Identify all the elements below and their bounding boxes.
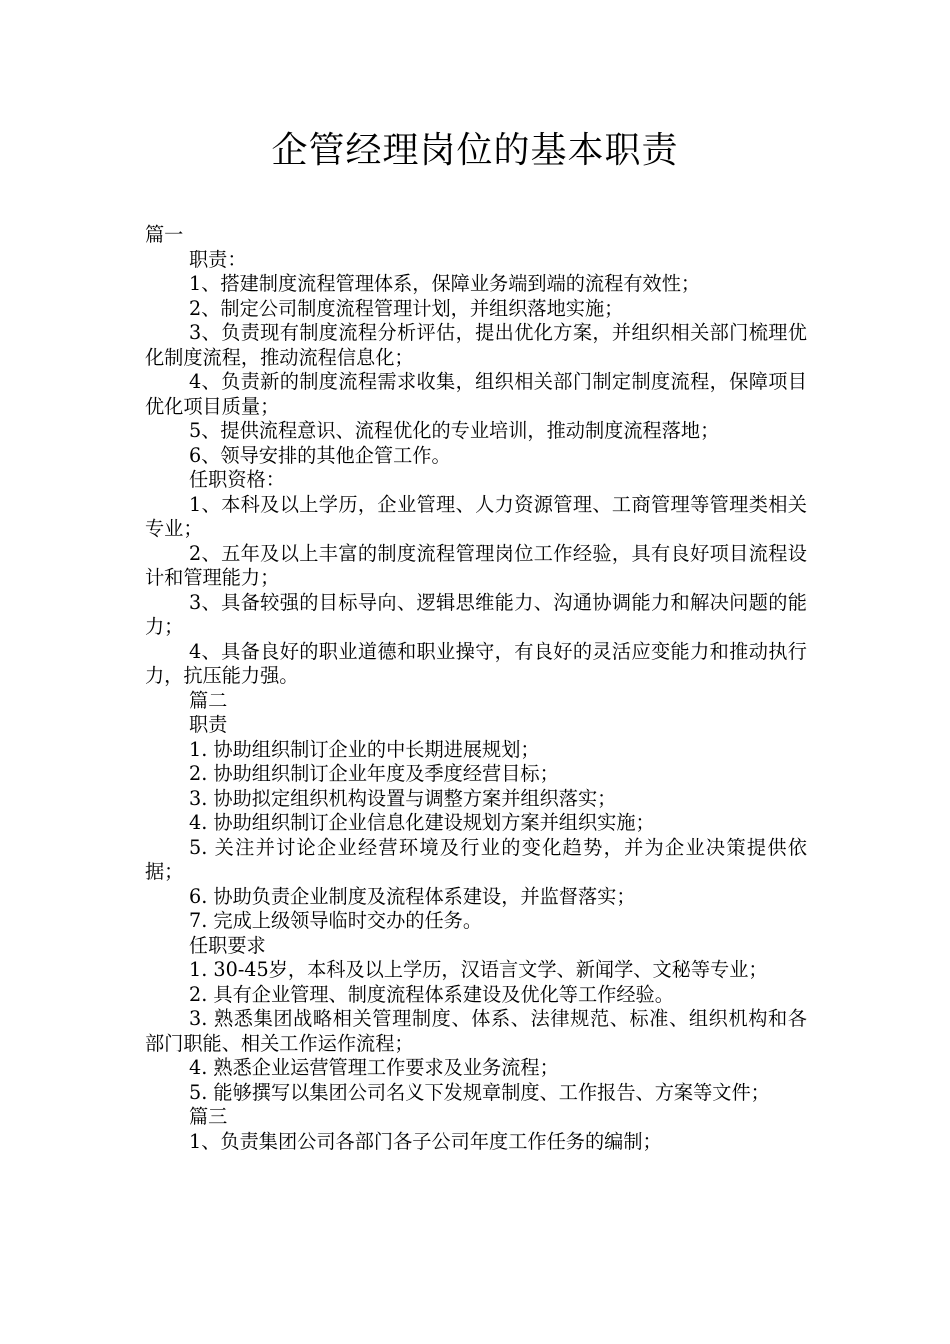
document-title: 企管经理岗位的基本职责 — [271, 130, 679, 171]
paragraph: 3、具备较强的目标导向、逻辑思维能力、沟通协调能力和解决问题的能力； — [145, 590, 807, 638]
paragraph: 2. 具有企业管理、制度流程体系建设及优化等工作经验。 — [189, 982, 674, 1006]
paragraph: 2、制定公司制度流程管理计划，并组织落地实施； — [189, 296, 624, 320]
paragraph: 1、本科及以上学历，企业管理、人力资源管理、工商管理等管理类相关专业； — [145, 492, 807, 540]
paragraph: 任职资格： — [189, 468, 285, 491]
paragraph: 职责 — [189, 713, 228, 736]
paragraph: 5. 能够撰写以集团公司名义下发规章制度、工作报告、方案等文件； — [189, 1080, 770, 1104]
paragraph: 7. 完成上级领导临时交办的任务。 — [189, 909, 483, 932]
paragraph: 5、提供流程意识、流程优化的专业培训，推动制度流程落地； — [189, 419, 720, 442]
document-body — [145, 223, 807, 1154]
paragraph: 3. 协助拟定组织机构设置与调整方案并组织落实； — [189, 786, 617, 810]
paragraph: 篇一 — [145, 223, 184, 246]
paragraph: 3、负责现有制度流程分析评估，提出优化方案，并组织相关部门梳理优化制度流程，推动流程信息化； — [145, 321, 807, 369]
paragraph: 3. 熟悉集团战略相关管理制度、体系、法律规范、标准、组织机构和各部门职能、相关工作运作流程； — [145, 1007, 807, 1055]
paragraph: 职责： — [189, 247, 247, 271]
paragraph: 1、搭建制度流程管理体系，保障业务端到端的流程有效性； — [189, 272, 701, 295]
paragraph: 2、五年及以上丰富的制度流程管理岗位工作经验，具有良好项目流程设计和管理能力； — [145, 541, 807, 589]
paragraph: 篇三 — [189, 1105, 228, 1128]
paragraph: 2. 协助组织制订企业年度及季度经营目标； — [189, 762, 559, 785]
paragraph: 4、负责新的制度流程需求收集，组织相关部门制定制度流程，保障项目优化项目质量； — [145, 370, 807, 418]
paragraph: 1. 30-45岁，本科及以上学历，汉语言文学、新闻学、文秘等专业； — [189, 958, 768, 981]
paragraph: 任职要求 — [189, 933, 266, 957]
paragraph: 4. 协助组织制订企业信息化建设规划方案并组织实施； — [189, 811, 655, 834]
paragraph: 1、负责集团公司各部门各子公司年度工作任务的编制； — [189, 1129, 662, 1153]
paragraph: 1. 协助组织制订企业的中长期进展规划； — [189, 737, 540, 761]
paragraph: 4. 熟悉企业运营管理工作要求及业务流程； — [189, 1056, 559, 1079]
paragraph: 6、领导安排的其他企管工作。 — [189, 443, 451, 467]
paragraph: 篇二 — [189, 688, 228, 712]
paragraph: 5. 关注并讨论企业经营环境及行业的变化趋势，并为企业决策提供依据； — [145, 835, 807, 883]
paragraph: 4、具备良好的职业道德和职业操守，有良好的灵活应变能力和推动执行力，抗压能力强。 — [145, 639, 807, 687]
paragraph: 6. 协助负责企业制度及流程体系建设，并监督落实； — [189, 884, 636, 908]
